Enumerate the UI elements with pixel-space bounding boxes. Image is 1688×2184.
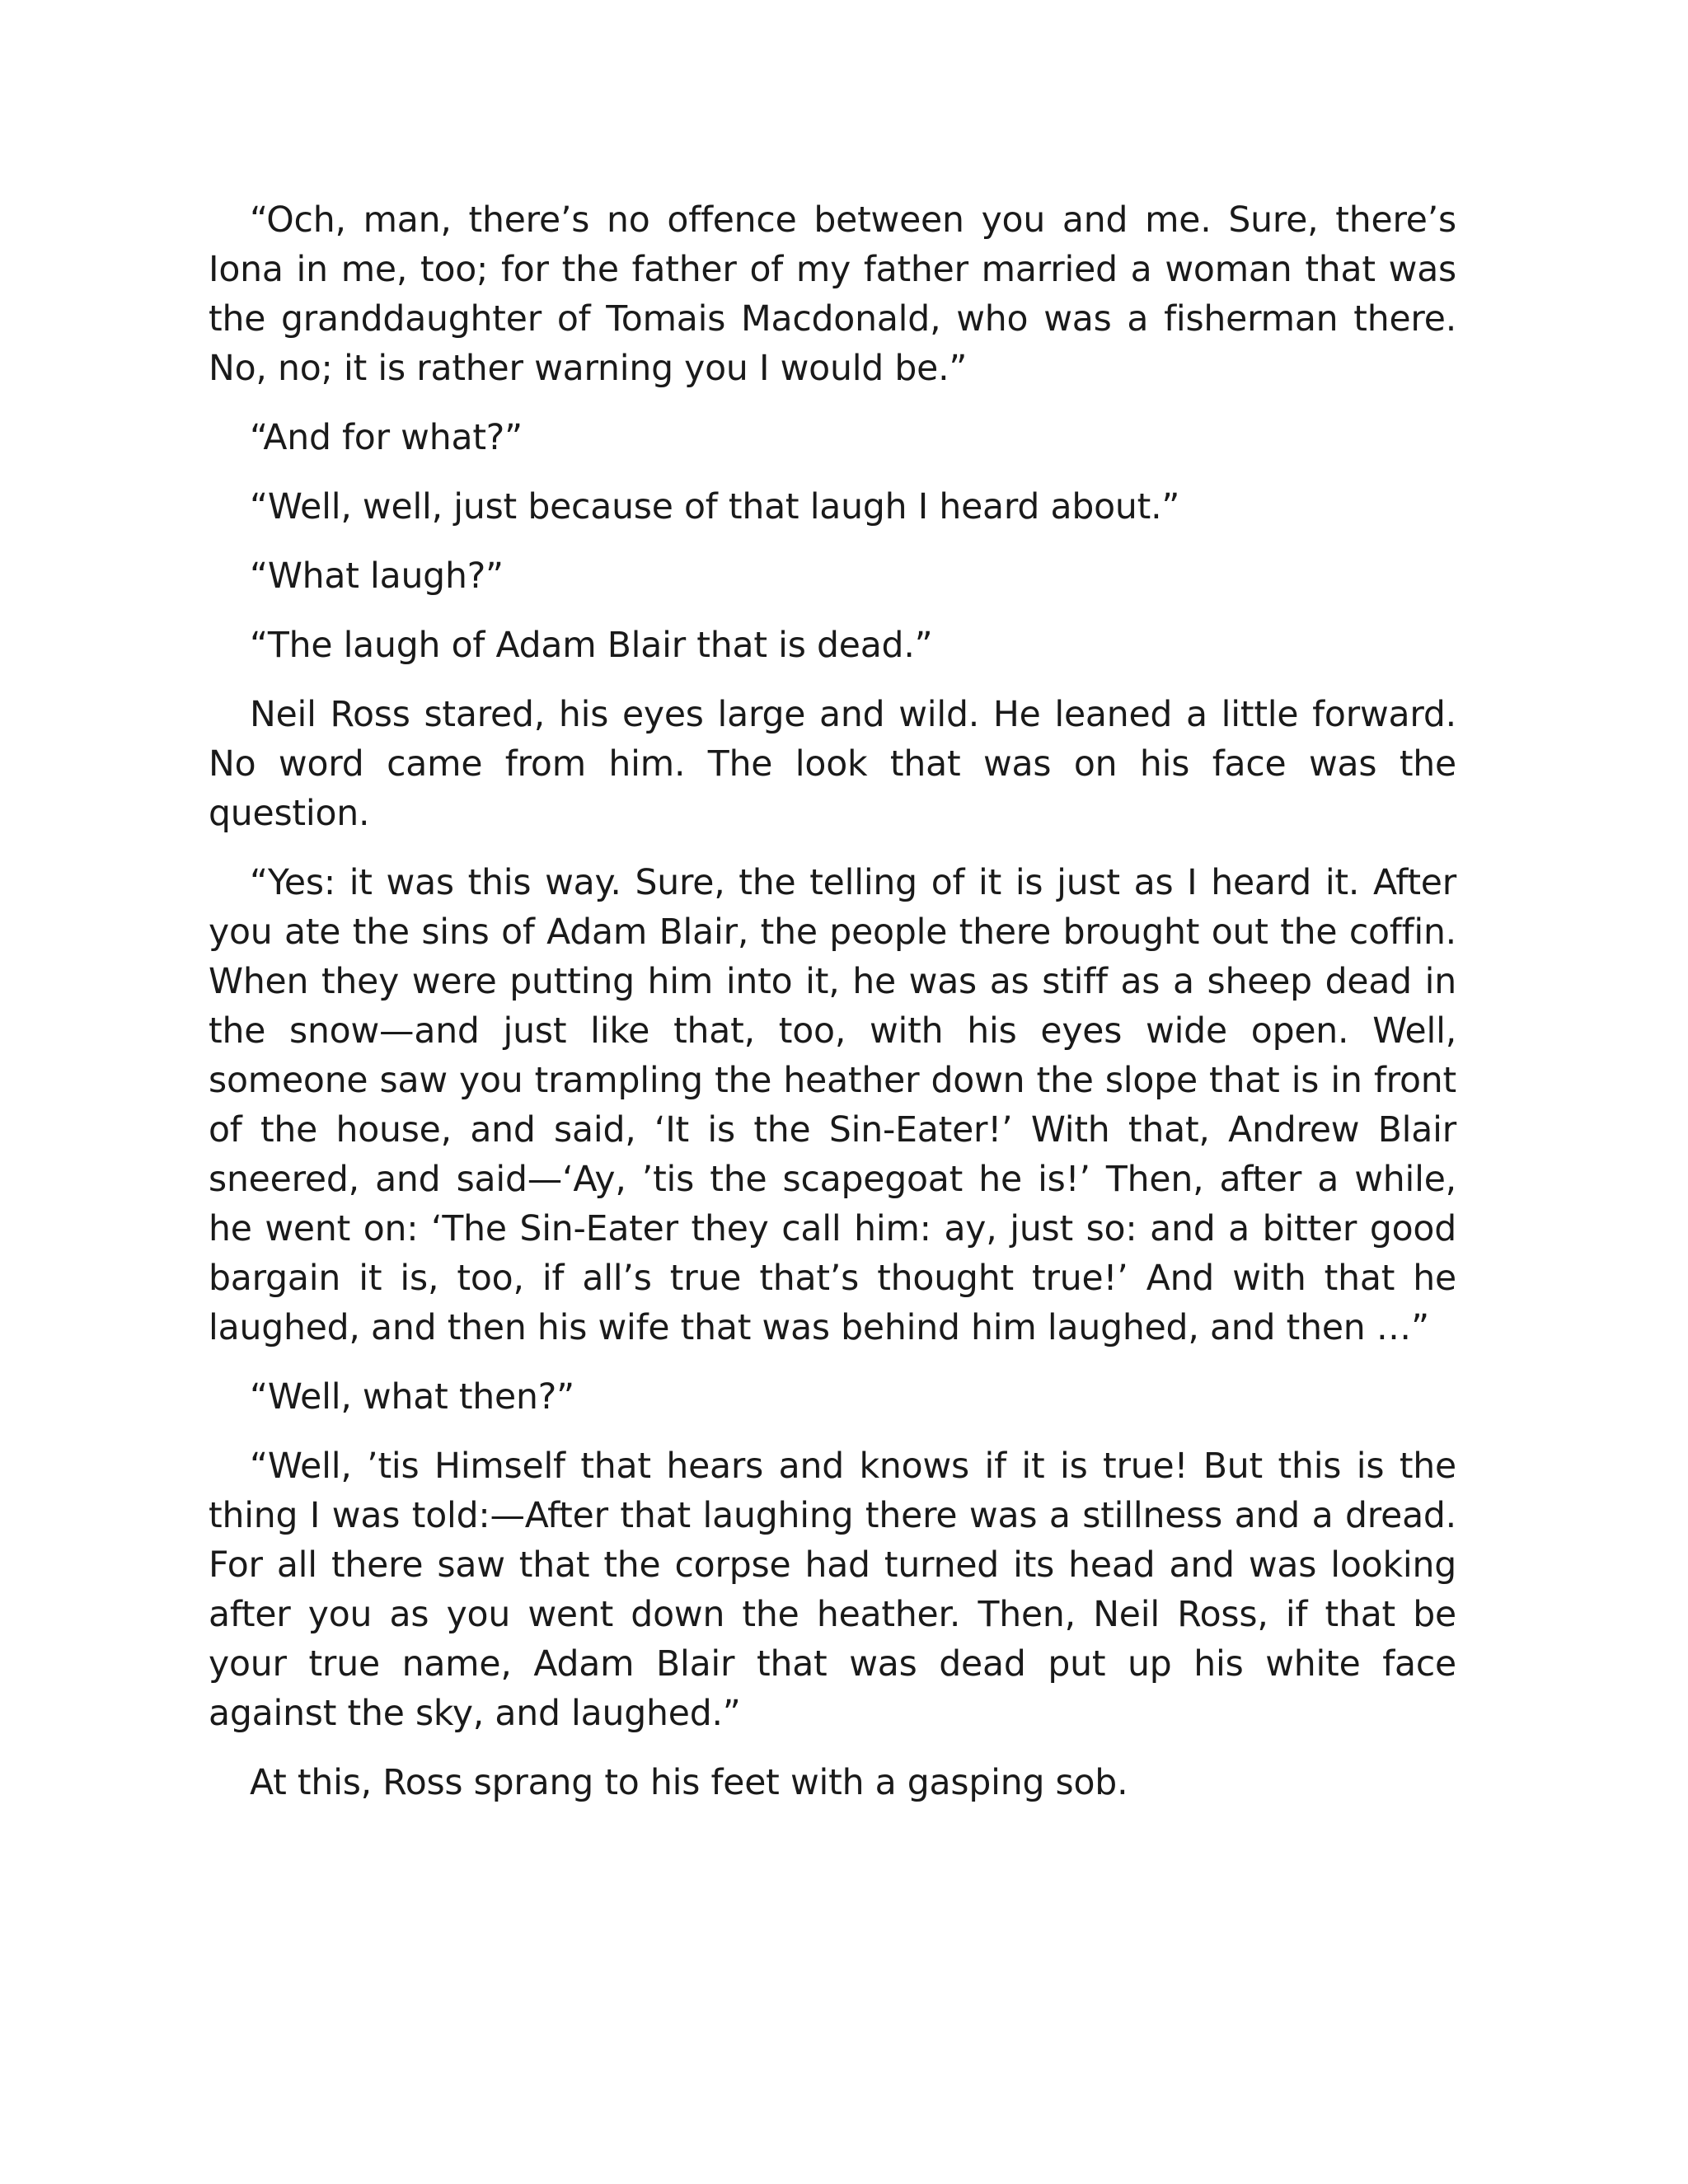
paragraph: Neil Ross stared, his eyes large and wild. He leaned a little forward. No word came from him. The look that was on his face was the question. xyxy=(209,695,1456,834)
paragraph: “The laugh of Adam Blair that is dead.” xyxy=(250,626,933,666)
paragraph: “Well, well, just because of that laugh I heard about.” xyxy=(250,487,1180,527)
page-body xyxy=(209,196,1456,1828)
paragraph: “Well, ’tis Himself that hears and knows if it is true! But this is the thing I was told:—After that laughing there was a stillness and a dread. For all there saw that the corpse had turned its head and was looking after you as you went down the heather. Then, Neil Ross, if that be your true name, Adam Blair that was dead put up his white face against the sky, and laughed.” xyxy=(209,1446,1456,1734)
paragraph: “And for what?” xyxy=(250,418,523,458)
paragraph: “Yes: it was this way. Sure, the telling of it is just as I heard it. After you ate the sins of Adam Blair, the people there brought out the coffin. When they were putting him into it, he was as stiff as a sheep dead in the snow—and just like that, too, with his eyes wide open. Well, someone saw you trampling the heather down the slope that is in front of the house, and said, ‘It is the Sin-Eater!’ With that, Andrew Blair sneered, and said—‘Ay, ’tis the scapegoat he is!’ Then, after a while, he went on: ‘The Sin-Eater they call him: ay, just so: and a bitter good bargain it is, too, if all’s true that’s thought true!’ And with that he laughed, and then his wife that was behind him laughed, and then …” xyxy=(209,863,1456,1348)
paragraph: “What laugh?” xyxy=(250,556,504,597)
paragraph: At this, Ross sprang to his feet with a gasping sob. xyxy=(250,1763,1128,1803)
paragraph: “Well, what then?” xyxy=(250,1377,574,1418)
paragraph: “Och, man, there’s no offence between you and me. Sure, there’s Iona in me, too; for the father of my father married a woman that was the granddaughter of Tomais Macdonald, who was a fisherman there. No, no; it is rather warning you I would be.” xyxy=(209,200,1456,389)
